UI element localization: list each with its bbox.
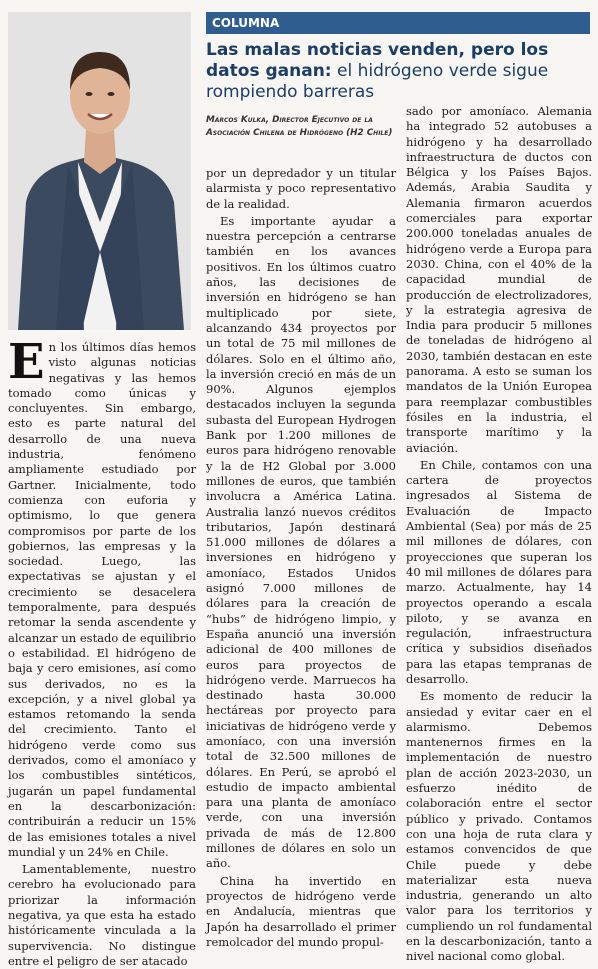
section-label: COLUMNA	[206, 12, 590, 34]
drop-cap: E	[8, 334, 45, 390]
paragraph: Es momento de reducir la ansiedad y evitar caer en el alarmismo. Debemos mantenernos firmes en la implementación de nuestro plan de acción 2023-2030, un esfuerzo inédito de colaboración entre el sector público y privado. Contamos con una hoja de ruta clara y estamos convencidos de que Chile puede y debe materializar esta nueva industria, generando un alto valor para los territorios y cumpliendo un rol fundamental en la descarbonización, tanto a nivel nacional como global.	[406, 689, 592, 964]
article-column-3	[406, 104, 592, 965]
paragraph-text: n los últimos días hemos visto algunas noticias negativas y las hemos tomado como únicas y concluyentes. Sin embargo, esto es parte natural del desarrollo de una nueva industria, fenómeno ampliamente estudiado por Gartner. Inicialmente, todo comienza con euforia y optimismo, lo que genera compromisos por parte de los gobiernos, las empresas y la sociedad. Luego, las expectativas se ajustan y el crecimiento se desacelera temporalmente, para después retomar la senda ascendente y alcanzar un estado de equilibrio o estabilidad. El hidrógeno de baja y cero emisiones, así como sus derivados, no es la excepción, y a nivel global ya estamos retomando la senda del crecimiento. Tanto el hidrógeno verde como sus derivados, como el amoníaco y los combustibles sintéticos, jugarán un papel fundamental en la descarbonización: contribuirán a reducir un 15% de las emisiones totales a nivel mundial y un 24% en Chile.	[8, 340, 196, 859]
headline-regular: el hidrógeno verde sigue rompiendo barreras	[206, 61, 549, 102]
paragraph	[8, 334, 196, 860]
author-byline: Marcos Kulka, Director Ejecutivo de la Asociación Chilena de Hidrógeno (H2 Chile)	[206, 115, 393, 138]
paragraph: En Chile, contamos con una cartera de proyectos ingresados al Sistema de Evaluación de Impacto Ambiental (Sea) por más de 25 mil millones de dólares, con proyecciones que superan los 40 mil millones de dólares para marzo. Actualmente, hay 14 proyectos operando a escala piloto, y se avanza en regulación, infraestructura crítica y subsidios diseñados para las etapas tempranas de desarrollo.	[406, 457, 592, 686]
headline	[206, 40, 590, 103]
article-column-2	[206, 166, 396, 950]
author-photo	[8, 12, 191, 330]
article-column-1	[8, 334, 196, 969]
paragraph: sado por amoníaco. Alemania ha integrado 52 autobuses a hidrógeno y ha desarrollado infraestructura de ductos con Bélgica y los Países Bajos. Además, Arabia Saudita y Alemania firmaron acuerdos comerciales para exportar 200.000 toneladas anuales de hidrógeno verde a Europa para 2030. China, con el 40% de la capacidad mundial de producción de electrolizadores, y la estrategia agresiva de India para producir 5 millones de toneladas de hidrógeno al 2030, también destacan en este panorama. A esto se suman los mandatos de la Unión Europea para reemplazar combustibles fósiles en la industria, el transporte marítimo y la aviación.	[406, 104, 592, 455]
paragraph: por un depredador y un titular alarmista y poco representativo de la realidad.	[206, 166, 396, 211]
headline-bold: Las malas noticias venden, pero los datos ganan:	[206, 40, 549, 81]
paragraph: Es importante ayudar a nuestra percepción a centrarse también en los avances positivos. En los últimos cuatro años, las decisiones de inversión en hidrógeno se han multiplicado por siete, alcanzando 434 proyectos por un total de 75 mil millones de dólares. Solo en el último año, la inversión creció en más de un 90%. Algunos ejemplos destacados incluyen la segunda subasta del European Hydrogen Bank por 1.200 millones de euros para hidrógeno renovable y la de H2 Global por 3.000 millones de euros, que también involucra a América Latina. Australia lanzó nuevos créditos tributarios, Japón destinará 51.000 millones de dólares a inversiones en hidrógeno y amoníaco, Estados Unidos asignó 7.000 millones de dólares para la creación de “hubs” de hidrógeno limpio, y España anunció una inversión adicional de 400 millones de euros para proyectos de hidrógeno verde. Marruecos ha destinado hasta 30.000 hectáreas por proyecto para iniciativas de hidrógeno verde y amoníaco, con una inversión total de 32.500 millones de dólares. En Perú, se aprobó el estudio de impacto ambiental para una planta de amoníaco verde, con una inversión privada de más de 12.800 millones de dólares en solo un año.	[206, 213, 396, 871]
paragraph: Lamentablemente, nuestro cerebro ha evolucionado para priorizar la información negativa, ya que esta ha estado históricamente vinculada a la supervivencia. No distingue entre el peligro de ser atacado	[8, 862, 196, 968]
paragraph: China ha invertido en proyectos de hidrógeno verde en Andalucía, mientras que Japón ha desarrollado el primer remolcador del mundo propul-	[206, 873, 396, 949]
